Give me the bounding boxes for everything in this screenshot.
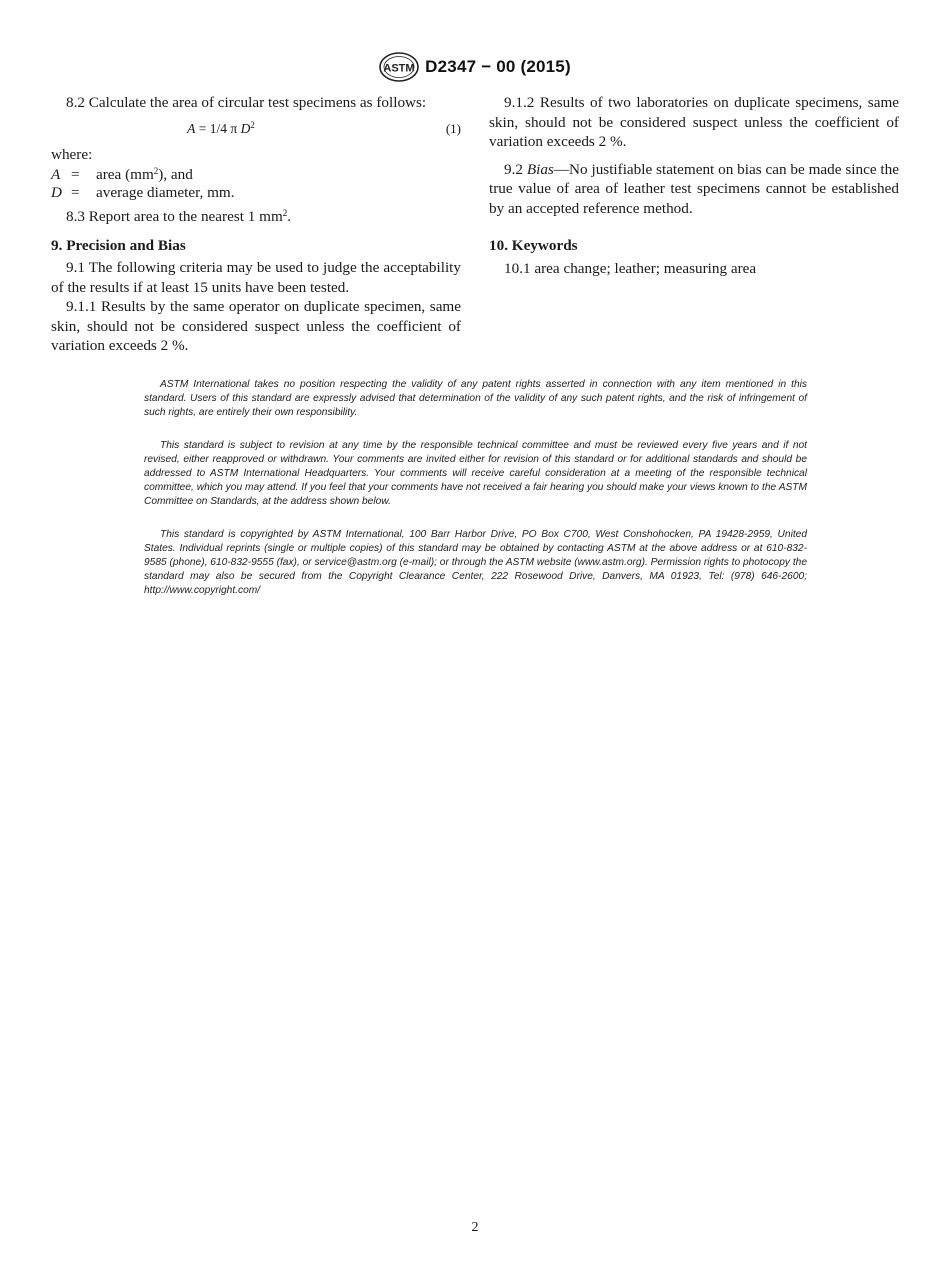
eq-exp: 2: [250, 119, 255, 130]
def-symbol: A: [51, 166, 61, 183]
svg-text:ASTM: ASTM: [383, 62, 415, 75]
eq-var: D: [240, 120, 251, 136]
eq-lhs: A: [187, 120, 196, 136]
para-9-1-2: 9.1.2 Results of two laboratories on duplicate specimens, same skin, should not be considered suspect unless the coefficient of variation exceeds 2 %.: [489, 94, 899, 150]
definition-row: [51, 184, 461, 202]
astm-logo-icon: [379, 52, 419, 82]
equation-1: [51, 116, 461, 140]
def-text: average diameter, mm.: [96, 184, 235, 201]
right-column: [489, 93, 899, 278]
bias-label: Bias: [526, 160, 554, 178]
copyright-notice: This standard is copyrighted by ASTM International, 100 Barr Harbor Drive, PO Box C700, West Conshohocken, PA 19428-2959, United States. Individual reprints (single or multiple copies) of this standard may be obtained by contacting ASTM at the above address or at 610-832-9585 (phone), 610-832-9555 (fax), or service@astm.org (e-mail); or through the ASTM website (www.astm.org). Permission rights to photocopy the standard may also be secured from the Copyright Clearance Center, 222 Rosewood Drive, Danvers, MA 01923, Tel: (978) 646-2600; http://www.copyright.com/: [144, 529, 807, 596]
para-10-1: 10.1 area change; leather; measuring area: [504, 259, 757, 277]
para-9-1: 9.1 The following criteria may be used to judge the acceptability of the results if at least 15 units have been tested.: [51, 259, 461, 296]
page-number: 2: [471, 1220, 479, 1235]
left-column: [51, 93, 461, 356]
def-text: area $(mm^2)$, and: [96, 166, 193, 183]
section-heading-9: 9. Precision and Bias: [51, 236, 186, 254]
def-equals: =: [71, 166, 80, 183]
equation-number: (1): [445, 120, 461, 136]
document-id: D2347 − 00 (2015): [425, 57, 571, 76]
def-symbol: D: [51, 184, 62, 201]
definition-row: [51, 166, 461, 184]
para-9-2: 9.2 Bias—No justifiable statement on bias can be made since the true value of area of leather test specimens cannot be established by an accepted reference method.: [489, 160, 899, 217]
section-heading-10: 10. Keywords: [489, 237, 578, 254]
astm-notices: [144, 378, 807, 617]
para-8-3: 8.3 Report area to the nearest 1 $mm^2$.: [66, 208, 292, 225]
def-equals: =: [71, 184, 80, 201]
patent-notice: ASTM International takes no position respecting the validity of any patent rights asserted in connection with any item mentioned in this standard. Users of this standard are expressly advised that determination of the validity of any such patent rights, and the risk of infringement of such rights, are entirely their own responsibility.: [144, 379, 807, 418]
para-8-2: 8.2 Calculate the area of circular test specimens as follows:: [66, 94, 427, 111]
where-label: where:: [51, 145, 93, 163]
revision-notice: This standard is subject to revision at any time by the responsible technical committee and must be reviewed every five years and if not revised, either reapproved or withdrawn. Your comments are invited either for revision of this standard or for additional standards and should be addressed to ASTM International Headquarters. Your comments will receive careful consideration at a meeting of the responsible technical committee, which you may attend. If you feel that your comments have not received a fair hearing you should make your views known to the ASTM Committee on Standards, at the address shown below.: [144, 440, 807, 507]
para-9-1-1: 9.1.1 Results by the same operator on duplicate specimen, same skin, should not be considered suspect unless the coefficient of variation exceeds 2 %.: [51, 298, 461, 354]
page-header: [0, 52, 950, 87]
eq-rhs: = 1/4 π: [198, 120, 238, 136]
